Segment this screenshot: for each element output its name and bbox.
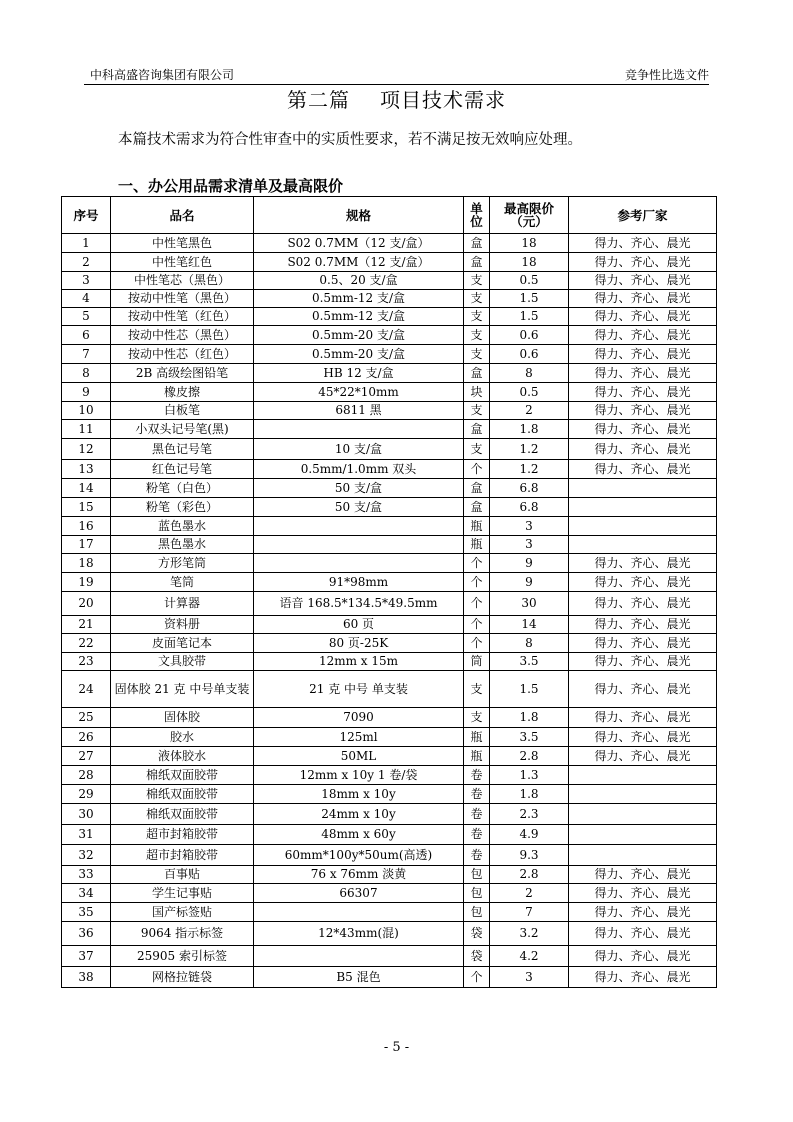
table-row xyxy=(62,616,717,634)
cell-unit: 支 xyxy=(464,708,490,728)
cell-brand: 得力、齐心、晨光 xyxy=(569,345,717,364)
cell-name: 固体胶 21 克 中号单支装 xyxy=(111,671,254,708)
table-row xyxy=(62,766,717,785)
cell-name: 中性笔黑色 xyxy=(111,234,254,253)
cell-spec: 50 支/盒 xyxy=(254,479,464,498)
table-row xyxy=(62,479,717,498)
cell-spec: 50ML xyxy=(254,747,464,766)
cell-name: 棉纸双面胶带 xyxy=(111,785,254,804)
cell-unit: 卷 xyxy=(464,845,490,866)
cell-spec: S02 0.7MM（12 支/盒） xyxy=(254,234,464,253)
cell-spec: 0.5mm/1.0mm 双头 xyxy=(254,460,464,479)
cell-brand: 得力、齐心、晨光 xyxy=(569,903,717,922)
cell-brand xyxy=(569,845,717,866)
cell-price: 2 xyxy=(490,884,569,903)
cell-name: 胶水 xyxy=(111,728,254,747)
cell-price: 30 xyxy=(490,592,569,616)
cell-no: 34 xyxy=(62,884,111,903)
cell-no: 35 xyxy=(62,903,111,922)
cell-name: 按动中性芯（黑色） xyxy=(111,326,254,345)
cell-no: 24 xyxy=(62,671,111,708)
cell-name: 固体胶 xyxy=(111,708,254,728)
cell-spec: 12mm x 15m xyxy=(254,653,464,671)
cell-brand: 得力、齐心、晨光 xyxy=(569,653,717,671)
requirements-table xyxy=(61,196,717,988)
cell-price: 4.2 xyxy=(490,946,569,967)
cell-unit: 盒 xyxy=(464,364,490,383)
cell-name: 网格拉链袋 xyxy=(111,967,254,988)
cell-spec: S02 0.7MM（12 支/盒） xyxy=(254,253,464,272)
cell-brand: 得力、齐心、晨光 xyxy=(569,616,717,634)
cell-unit: 个 xyxy=(464,967,490,988)
cell-name: 按动中性笔（红色） xyxy=(111,308,254,326)
cell-price: 3 xyxy=(490,536,569,554)
cell-brand: 得力、齐心、晨光 xyxy=(569,439,717,460)
cell-name: 2B 高级绘图铅笔 xyxy=(111,364,254,383)
table-row xyxy=(62,573,717,592)
cell-no: 9 xyxy=(62,383,111,402)
cell-spec: 12*43mm(混) xyxy=(254,922,464,946)
col-header-name: 品名 xyxy=(111,197,254,234)
table-row xyxy=(62,290,717,308)
cell-price: 4.9 xyxy=(490,825,569,845)
cell-name: 百事贴 xyxy=(111,866,254,884)
cell-name: 中性笔芯（黑色） xyxy=(111,272,254,290)
cell-name: 超市封箱胶带 xyxy=(111,825,254,845)
table-row xyxy=(62,439,717,460)
cell-brand: 得力、齐心、晨光 xyxy=(569,402,717,420)
table-row xyxy=(62,634,717,653)
cell-name: 方形笔筒 xyxy=(111,554,254,573)
table-row xyxy=(62,845,717,866)
cell-name: 25905 索引标签 xyxy=(111,946,254,967)
table-row xyxy=(62,326,717,345)
cell-no: 25 xyxy=(62,708,111,728)
cell-name: 资料册 xyxy=(111,616,254,634)
cell-brand xyxy=(569,785,717,804)
table-body xyxy=(62,234,717,988)
cell-brand: 得力、齐心、晨光 xyxy=(569,884,717,903)
cell-name: 黑色墨水 xyxy=(111,536,254,554)
cell-price: 3.2 xyxy=(490,922,569,946)
cell-spec xyxy=(254,536,464,554)
cell-spec: 18mm x 10y xyxy=(254,785,464,804)
cell-price: 1.5 xyxy=(490,308,569,326)
cell-name: 棉纸双面胶带 xyxy=(111,804,254,825)
cell-brand xyxy=(569,766,717,785)
cell-brand xyxy=(569,479,717,498)
cell-brand: 得力、齐心、晨光 xyxy=(569,573,717,592)
cell-brand xyxy=(569,536,717,554)
cell-unit: 支 xyxy=(464,290,490,308)
cell-brand: 得力、齐心、晨光 xyxy=(569,922,717,946)
cell-name: 计算器 xyxy=(111,592,254,616)
cell-no: 14 xyxy=(62,479,111,498)
cell-no: 15 xyxy=(62,498,111,517)
cell-price: 0.6 xyxy=(490,326,569,345)
cell-brand xyxy=(569,517,717,536)
cell-spec: 76 x 76mm 淡黄 xyxy=(254,866,464,884)
cell-unit: 个 xyxy=(464,634,490,653)
table-row xyxy=(62,364,717,383)
cell-spec: 50 支/盒 xyxy=(254,498,464,517)
cell-unit: 个 xyxy=(464,573,490,592)
cell-price: 3.5 xyxy=(490,653,569,671)
cell-no: 7 xyxy=(62,345,111,364)
cell-name: 按动中性笔（黑色） xyxy=(111,290,254,308)
table-row xyxy=(62,825,717,845)
cell-spec: 80 页-25K xyxy=(254,634,464,653)
table-row xyxy=(62,402,717,420)
cell-brand xyxy=(569,804,717,825)
table-row xyxy=(62,653,717,671)
cell-price: 3 xyxy=(490,967,569,988)
cell-name: 国产标签贴 xyxy=(111,903,254,922)
cell-no: 3 xyxy=(62,272,111,290)
cell-no: 20 xyxy=(62,592,111,616)
cell-no: 1 xyxy=(62,234,111,253)
cell-name: 蓝色墨水 xyxy=(111,517,254,536)
cell-spec xyxy=(254,946,464,967)
cell-spec: 12mm x 10y 1 卷/袋 xyxy=(254,766,464,785)
cell-name: 棉纸双面胶带 xyxy=(111,766,254,785)
cell-unit: 盒 xyxy=(464,253,490,272)
cell-price: 0.5 xyxy=(490,272,569,290)
cell-brand: 得力、齐心、晨光 xyxy=(569,420,717,439)
cell-name: 小双头记号笔(黑) xyxy=(111,420,254,439)
cell-brand: 得力、齐心、晨光 xyxy=(569,272,717,290)
cell-unit: 支 xyxy=(464,326,490,345)
cell-brand: 得力、齐心、晨光 xyxy=(569,946,717,967)
intro-paragraph: 本篇技术需求为符合性审查中的实质性要求，若不满足按无效响应处理。 xyxy=(118,132,582,148)
cell-brand: 得力、齐心、晨光 xyxy=(569,308,717,326)
table-row xyxy=(62,903,717,922)
cell-name: 橡皮擦 xyxy=(111,383,254,402)
cell-price: 14 xyxy=(490,616,569,634)
table-header-row xyxy=(62,197,717,234)
cell-unit: 包 xyxy=(464,866,490,884)
table-row xyxy=(62,498,717,517)
cell-price: 7 xyxy=(490,903,569,922)
cell-spec xyxy=(254,420,464,439)
cell-price: 3.5 xyxy=(490,728,569,747)
cell-brand: 得力、齐心、晨光 xyxy=(569,708,717,728)
title-name: 项目技术需求 xyxy=(380,88,506,112)
cell-no: 18 xyxy=(62,554,111,573)
cell-no: 5 xyxy=(62,308,111,326)
cell-name: 黑色记号笔 xyxy=(111,439,254,460)
table-row xyxy=(62,785,717,804)
cell-no: 21 xyxy=(62,616,111,634)
cell-name: 中性笔红色 xyxy=(111,253,254,272)
cell-spec: 45*22*10mm xyxy=(254,383,464,402)
cell-brand: 得力、齐心、晨光 xyxy=(569,747,717,766)
cell-unit: 盒 xyxy=(464,479,490,498)
cell-name: 红色记号笔 xyxy=(111,460,254,479)
cell-price: 1.3 xyxy=(490,766,569,785)
cell-price: 8 xyxy=(490,634,569,653)
cell-spec: 125ml xyxy=(254,728,464,747)
cell-brand: 得力、齐心、晨光 xyxy=(569,592,717,616)
table-row xyxy=(62,253,717,272)
cell-price: 1.2 xyxy=(490,460,569,479)
cell-name: 粉笔（白色） xyxy=(111,479,254,498)
cell-brand: 得力、齐心、晨光 xyxy=(569,234,717,253)
table-row xyxy=(62,946,717,967)
cell-no: 38 xyxy=(62,967,111,988)
cell-spec: 0.5、20 支/盒 xyxy=(254,272,464,290)
cell-name: 笔筒 xyxy=(111,573,254,592)
cell-price: 6.8 xyxy=(490,479,569,498)
cell-name: 超市封箱胶带 xyxy=(111,845,254,866)
cell-price: 9.3 xyxy=(490,845,569,866)
cell-name: 学生记事贴 xyxy=(111,884,254,903)
cell-unit: 卷 xyxy=(464,785,490,804)
cell-no: 32 xyxy=(62,845,111,866)
cell-no: 2 xyxy=(62,253,111,272)
table-row xyxy=(62,234,717,253)
cell-unit: 卷 xyxy=(464,766,490,785)
table-row xyxy=(62,272,717,290)
table-row xyxy=(62,592,717,616)
cell-spec: 60 页 xyxy=(254,616,464,634)
cell-unit: 瓶 xyxy=(464,747,490,766)
title-part: 第二篇 xyxy=(287,88,350,112)
cell-price: 1.5 xyxy=(490,671,569,708)
cell-price: 9 xyxy=(490,554,569,573)
cell-no: 28 xyxy=(62,766,111,785)
table-row xyxy=(62,460,717,479)
cell-no: 11 xyxy=(62,420,111,439)
cell-price: 1.8 xyxy=(490,420,569,439)
table-row xyxy=(62,345,717,364)
cell-unit: 支 xyxy=(464,345,490,364)
cell-no: 29 xyxy=(62,785,111,804)
cell-no: 33 xyxy=(62,866,111,884)
cell-unit: 支 xyxy=(464,671,490,708)
cell-price: 1.8 xyxy=(490,785,569,804)
cell-no: 17 xyxy=(62,536,111,554)
cell-spec: 91*98mm xyxy=(254,573,464,592)
cell-no: 27 xyxy=(62,747,111,766)
cell-no: 22 xyxy=(62,634,111,653)
cell-unit: 筒 xyxy=(464,653,490,671)
cell-price: 18 xyxy=(490,234,569,253)
cell-unit: 瓶 xyxy=(464,536,490,554)
table-row xyxy=(62,967,717,988)
cell-spec: 6811 黑 xyxy=(254,402,464,420)
cell-spec: 0.5mm-12 支/盒 xyxy=(254,308,464,326)
cell-price: 6.8 xyxy=(490,498,569,517)
cell-spec: 60mm*100y*50um(高透) xyxy=(254,845,464,866)
cell-brand: 得力、齐心、晨光 xyxy=(569,728,717,747)
cell-unit: 瓶 xyxy=(464,728,490,747)
cell-spec: 66307 xyxy=(254,884,464,903)
header-company: 中科高盛咨询集团有限公司 xyxy=(90,68,235,82)
table-row xyxy=(62,884,717,903)
cell-no: 19 xyxy=(62,573,111,592)
cell-name: 9064 指示标签 xyxy=(111,922,254,946)
cell-unit: 个 xyxy=(464,616,490,634)
cell-no: 12 xyxy=(62,439,111,460)
cell-no: 23 xyxy=(62,653,111,671)
cell-brand: 得力、齐心、晨光 xyxy=(569,364,717,383)
cell-spec: 10 支/盒 xyxy=(254,439,464,460)
cell-spec: 语音 168.5*134.5*49.5mm xyxy=(254,592,464,616)
cell-price: 1.8 xyxy=(490,708,569,728)
cell-brand: 得力、齐心、晨光 xyxy=(569,634,717,653)
cell-name: 按动中性芯（红色） xyxy=(111,345,254,364)
cell-spec xyxy=(254,903,464,922)
cell-unit: 盒 xyxy=(464,234,490,253)
col-header-unit: 单 位 xyxy=(464,197,490,234)
table-row xyxy=(62,728,717,747)
table-row xyxy=(62,383,717,402)
cell-brand xyxy=(569,498,717,517)
cell-no: 13 xyxy=(62,460,111,479)
cell-spec: 24mm x 10y xyxy=(254,804,464,825)
cell-price: 0.5 xyxy=(490,383,569,402)
cell-price: 1.2 xyxy=(490,439,569,460)
cell-price: 8 xyxy=(490,364,569,383)
cell-unit: 支 xyxy=(464,402,490,420)
cell-spec: 0.5mm-20 支/盒 xyxy=(254,326,464,345)
cell-price: 3 xyxy=(490,517,569,536)
cell-name: 液体胶水 xyxy=(111,747,254,766)
cell-name: 皮面笔记本 xyxy=(111,634,254,653)
cell-name: 粉笔（彩色） xyxy=(111,498,254,517)
section-heading: 一、办公用品需求清单及最高限价 xyxy=(118,177,344,195)
cell-name: 白板笔 xyxy=(111,402,254,420)
cell-unit: 包 xyxy=(464,884,490,903)
cell-price: 2.8 xyxy=(490,747,569,766)
cell-brand: 得力、齐心、晨光 xyxy=(569,866,717,884)
cell-unit: 袋 xyxy=(464,946,490,967)
cell-unit: 瓶 xyxy=(464,517,490,536)
cell-unit: 个 xyxy=(464,592,490,616)
cell-unit: 袋 xyxy=(464,922,490,946)
cell-price: 1.5 xyxy=(490,290,569,308)
cell-unit: 个 xyxy=(464,460,490,479)
table-row xyxy=(62,308,717,326)
cell-unit: 支 xyxy=(464,308,490,326)
cell-brand: 得力、齐心、晨光 xyxy=(569,460,717,479)
cell-unit: 盒 xyxy=(464,420,490,439)
cell-spec: 0.5mm-12 支/盒 xyxy=(254,290,464,308)
cell-spec: HB 12 支/盒 xyxy=(254,364,464,383)
cell-price: 2.3 xyxy=(490,804,569,825)
cell-no: 31 xyxy=(62,825,111,845)
cell-no: 4 xyxy=(62,290,111,308)
cell-name: 文具胶带 xyxy=(111,653,254,671)
cell-no: 6 xyxy=(62,326,111,345)
cell-unit: 包 xyxy=(464,903,490,922)
cell-brand: 得力、齐心、晨光 xyxy=(569,554,717,573)
cell-brand xyxy=(569,825,717,845)
cell-unit: 块 xyxy=(464,383,490,402)
cell-spec: 7090 xyxy=(254,708,464,728)
cell-unit: 盒 xyxy=(464,498,490,517)
cell-price: 2 xyxy=(490,402,569,420)
cell-brand: 得力、齐心、晨光 xyxy=(569,671,717,708)
cell-brand: 得力、齐心、晨光 xyxy=(569,967,717,988)
cell-unit: 支 xyxy=(464,272,490,290)
cell-spec: 48mm x 60y xyxy=(254,825,464,845)
cell-price: 9 xyxy=(490,573,569,592)
col-header-brand: 参考厂家 xyxy=(569,197,717,234)
cell-spec: 21 克 中号 单支装 xyxy=(254,671,464,708)
cell-no: 16 xyxy=(62,517,111,536)
cell-spec: 0.5mm-20 支/盒 xyxy=(254,345,464,364)
table-row xyxy=(62,747,717,766)
table-row xyxy=(62,517,717,536)
cell-spec xyxy=(254,517,464,536)
table-row xyxy=(62,804,717,825)
col-header-price: 最高限价 （元） xyxy=(490,197,569,234)
cell-no: 8 xyxy=(62,364,111,383)
col-header-no: 序号 xyxy=(62,197,111,234)
cell-brand: 得力、齐心、晨光 xyxy=(569,326,717,345)
cell-price: 2.8 xyxy=(490,866,569,884)
cell-spec xyxy=(254,554,464,573)
cell-unit: 支 xyxy=(464,439,490,460)
cell-no: 36 xyxy=(62,922,111,946)
cell-no: 10 xyxy=(62,402,111,420)
header-doc-type: 竞争性比选文件 xyxy=(624,68,709,82)
table-row xyxy=(62,866,717,884)
cell-no: 37 xyxy=(62,946,111,967)
cell-brand: 得力、齐心、晨光 xyxy=(569,253,717,272)
table-row xyxy=(62,536,717,554)
page-title xyxy=(0,84,793,113)
cell-price: 0.6 xyxy=(490,345,569,364)
table-row xyxy=(62,922,717,946)
cell-price: 18 xyxy=(490,253,569,272)
cell-brand: 得力、齐心、晨光 xyxy=(569,383,717,402)
table-row xyxy=(62,708,717,728)
table-row xyxy=(62,671,717,708)
page-number: - 5 - xyxy=(383,1040,410,1055)
cell-unit: 卷 xyxy=(464,825,490,845)
cell-spec: B5 混色 xyxy=(254,967,464,988)
cell-unit: 卷 xyxy=(464,804,490,825)
cell-unit: 个 xyxy=(464,554,490,573)
table-row xyxy=(62,420,717,439)
table-row xyxy=(62,554,717,573)
cell-no: 26 xyxy=(62,728,111,747)
cell-no: 30 xyxy=(62,804,111,825)
cell-brand: 得力、齐心、晨光 xyxy=(569,290,717,308)
col-header-spec: 规格 xyxy=(254,197,464,234)
